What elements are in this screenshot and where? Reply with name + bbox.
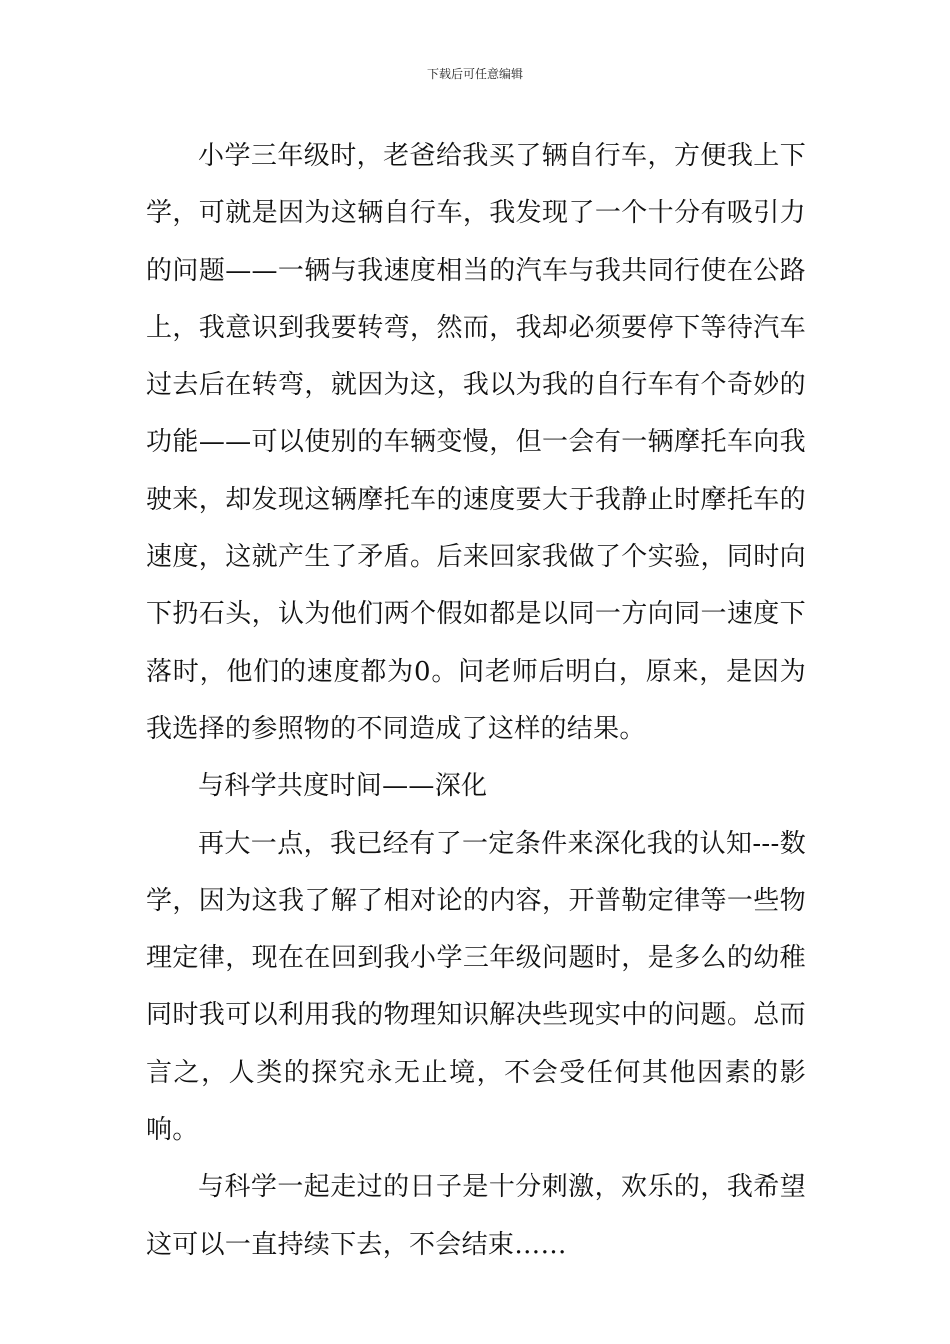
paragraph-1: 小学三年级时，老爸给我买了辆自行车，方便我上下学，可就是因为这辆自行车，我发现了一个十分有吸引力的问题——一辆与我速度相当的汽车与我共同行使在公路上，我意识到我要转弯，然而，我却必须要停下等待汽车过去后在转弯，就因为这，我以为我的自行车有个奇妙的功能——可以使别的车辆变慢，但一会有一辆摩托车向我驶来，却发现这辆摩托车的速度要大于我静止时摩托车的速度，这就产生了矛盾。后来回家我做了个实验，同时向下扔石头，认为他们两个假如都是以同一方向同一速度下落时，他们的速度都为0。问老师后明白，原来，是因为我选择的参照物的不同造成了这样的结果。 [146, 141, 806, 744]
paragraph-3: 与科学一起走过的日子是十分刺激，欢乐的，我希望这可以一直持续下去，不会结束…… [146, 1172, 806, 1260]
page-header: 下载后可任意编辑 [426, 67, 523, 81]
document-body [146, 128, 806, 1274]
section-heading: 与科学共度时间——深化 [198, 771, 488, 802]
paragraph-2: 再大一点，我已经有了一定条件来深化我的认知---数学，因为这我了解了相对论的内容，开普勒定律等一些物理定律，现在在回到我小学三年级问题时，是多么的幼稚同时我可以利用我的物理知识解决些现实中的问题。总而言之，人类的探究永无止境，不会受任何其他因素的影响。 [146, 828, 806, 1146]
